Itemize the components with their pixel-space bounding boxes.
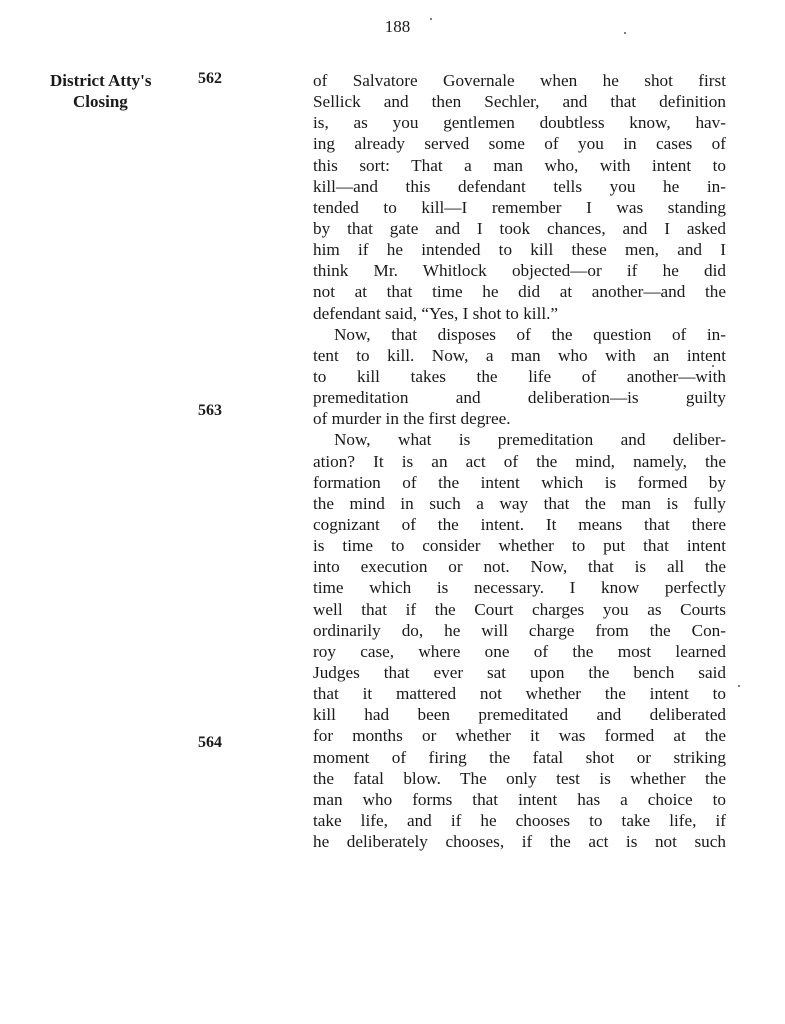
margin-line-number: 562	[198, 70, 222, 87]
margin-line-number: 564	[198, 734, 222, 751]
text-line: kill—and this defendant tells you he in-	[313, 176, 726, 196]
scan-speck	[712, 365, 714, 367]
text-line: defendant said, “Yes, I shot to kill.”	[313, 303, 559, 323]
text-line: to kill takes the life of another—with	[313, 366, 726, 386]
text-line: formation of the intent which is formed by	[313, 472, 726, 492]
scan-speck	[738, 685, 740, 687]
text-line: kill had been premeditated and deliberated	[313, 705, 726, 725]
text-line: cognizant of the intent. It means that there	[313, 514, 726, 534]
text-line: well that if the Court charges you as Courts	[313, 599, 726, 619]
text-line: Now, what is premeditation and deliber-	[334, 430, 726, 450]
page-number-text: 188	[384, 17, 411, 36]
text-line: this sort: That a man who, with intent to	[313, 155, 726, 175]
text-line: is, as you gentlemen doubtless know, hav-	[313, 113, 726, 133]
body-text	[313, 70, 726, 852]
text-line: ing already served some of you in cases of	[313, 134, 726, 154]
text-line: Now, that disposes of the question of in-	[334, 324, 726, 344]
text-line: is time to consider whether to put that intent	[313, 536, 726, 556]
text-line: premeditation and deliberation—is guilty	[313, 388, 726, 408]
text-line: ation? It is an act of the mind, namely, the	[313, 451, 726, 471]
text-line: moment of firing the fatal shot or striking	[313, 747, 726, 767]
page-number	[0, 17, 785, 37]
text-line: by that gate and I took chances, and I asked	[313, 218, 726, 238]
text-line: him if he intended to kill these men, and I	[313, 240, 726, 260]
text-line: roy case, where one of the most learned	[313, 641, 726, 661]
text-line: the fatal blow. The only test is whether the	[313, 768, 726, 788]
text-line: of Salvatore Governale when he shot first	[313, 71, 726, 90]
margin-heading-line-2: Closing	[73, 92, 128, 111]
text-line: for months or whether it was formed at the	[313, 726, 726, 746]
text-line: of murder in the first degree.	[313, 409, 511, 429]
scan-speck	[624, 32, 626, 34]
margin-heading	[50, 70, 152, 112]
text-line: man who forms that intent has a choice to	[313, 789, 726, 809]
margin-line-number: 563	[198, 402, 222, 419]
text-line: the mind in such a way that the man is fully	[313, 493, 726, 513]
margin-heading-line-1: District Atty's	[50, 71, 152, 90]
scan-speck	[430, 18, 432, 20]
text-line: think Mr. Whitlock objected—or if he did	[313, 261, 726, 281]
text-line: tended to kill—I remember I was standing	[313, 197, 726, 217]
text-line: Judges that ever sat upon the bench said	[313, 662, 726, 682]
text-line: not at that time he did at another—and the	[313, 282, 726, 302]
text-line: ordinarily do, he will charge from the Con-	[313, 620, 726, 640]
text-line: time which is necessary. I know perfectly	[313, 578, 726, 598]
text-line: Sellick and then Sechler, and that definition	[313, 92, 726, 112]
text-line: take life, and if he chooses to take life, if	[313, 810, 726, 830]
text-line: tent to kill. Now, a man who with an intent	[313, 345, 726, 365]
text-line: that it mattered not whether the intent to	[313, 684, 726, 704]
text-line: he deliberately chooses, if the act is not such	[313, 832, 726, 852]
text-line: into execution or not. Now, that is all the	[313, 557, 726, 577]
